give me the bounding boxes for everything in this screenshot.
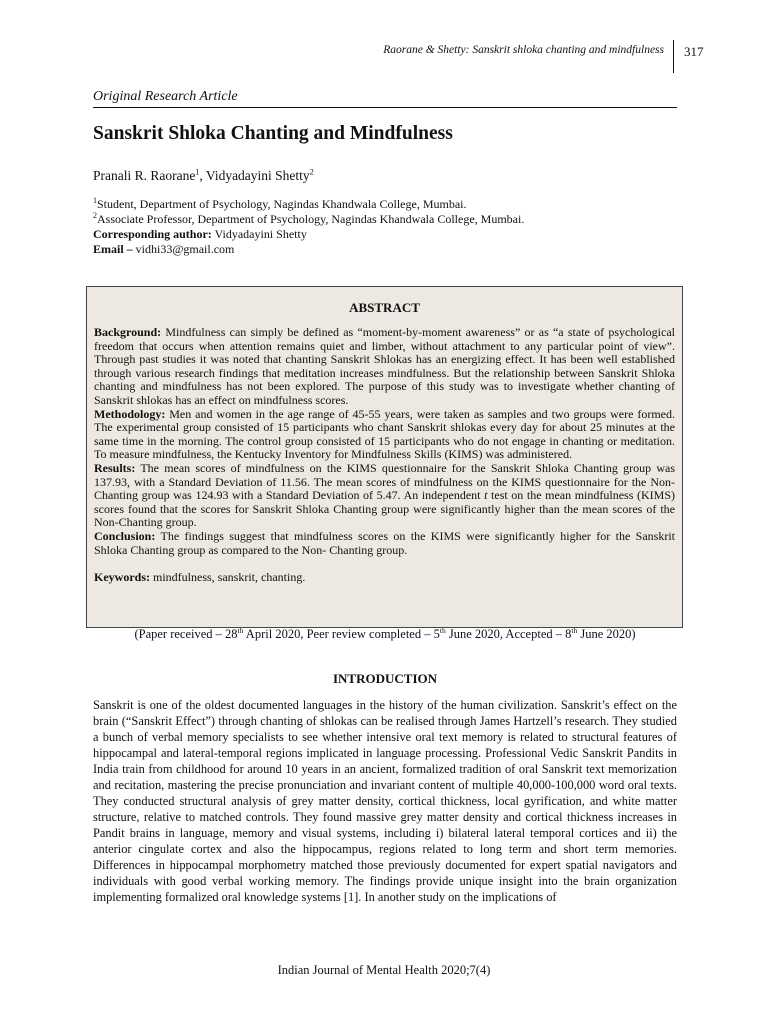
affiliation-line [93, 212, 524, 227]
t-test-symbol: t [484, 488, 488, 503]
journal-footer: Indian Journal of Mental Health 2020;7(4) [277, 963, 491, 977]
accepted-text: June 2020) [577, 627, 636, 641]
affiliation-line [93, 197, 524, 212]
email-address[interactable]: vidhi33@gmail.com [132, 242, 235, 256]
corresponding-author-name: Vidyadayini Shetty [211, 227, 307, 241]
abstract-methodology [94, 408, 675, 462]
ordinal-suffix: th [439, 625, 446, 635]
abstract-box [86, 286, 683, 628]
received-text: (Paper received – 28 [134, 627, 238, 641]
results-text: test on the mean mindfulness (KIMS) scores found that the scores for Sanskrit Shloka Chanting group were significantly higher than the mean scores of the Non-Chanting group. [94, 488, 675, 530]
methodology-label: Methodology: [94, 406, 166, 421]
corresponding-author [93, 227, 524, 242]
conclusion-label: Conclusion: [94, 528, 156, 543]
ordinal-suffix: th [237, 625, 244, 635]
header-rule [93, 107, 677, 108]
results-text: The mean scores of mindfulness on the KIMS questionnaire for the Sanskrit Shloka Chanting group was 137.93, with a Standard Deviation of 11.56. The mean scores of mindfulness on the KIMS questionnaire for the Non-Chanting group was 124.93 with a Standard Deviation of 5.47. An independent [94, 460, 675, 503]
results-label: Results: [94, 460, 136, 475]
running-header-text: Raorane & Shetty: Sanskrit shloka chanting and mindfulness [383, 44, 664, 56]
conclusion-text: The findings suggest that mindfulness scores on the KIMS were significantly higher for the Sanskrit Shloka Chanting group as compared to the Non- Chanting group. [94, 528, 675, 557]
running-header [90, 40, 680, 74]
ordinal-suffix: th [571, 625, 578, 635]
affiliation-mark: 1 [93, 196, 97, 205]
author-name: Pranali R. Raorane [93, 168, 196, 183]
abstract-conclusion [94, 530, 675, 557]
affiliation-mark: 2 [93, 211, 97, 220]
background-label: Background: [94, 325, 162, 339]
background-text: Mindfulness can simply be defined as “moment-by-moment awareness” or as “a state of psychological freedom that occurs when attention remains quiet and limber, without attachment to any particular point of view”. Through past studies it was noted that chanting Sanskrit Shlokas has an energizing effect. It has been well established through various research findings that meditation increases mindfulness. But the relationship between Sanskrit Shloka chanting and mindfulness has not been explored. The purpose of this study was to investigate whether chanting of Sanskrit shlokas has an effect on mindfulness scores. [94, 325, 675, 407]
keywords-text: mindfulness, sanskrit, chanting. [150, 570, 306, 585]
author-list: Pranali R. Raorane$^1$, Vidyadayini Shetty$^2$ [93, 167, 314, 183]
accepted-text: June 2020, Accepted – 8 [445, 627, 572, 641]
abstract-heading: ABSTRACT [349, 300, 420, 315]
email-label: Email – [93, 242, 133, 256]
affiliation-text: Associate Professor, Department of Psychology, Nagindas Khandwala College, Mumbai. [97, 212, 525, 226]
article-type: Original Research Article [93, 89, 238, 104]
affiliations [93, 197, 524, 257]
keywords [94, 570, 675, 584]
received-dates [93, 627, 677, 642]
review-text: April 2020, Peer review completed – 5 [243, 627, 440, 641]
abstract-results [94, 462, 675, 530]
author-affiliation-mark: 2 [309, 167, 314, 177]
author-name: Vidyadayini Shetty [205, 168, 310, 183]
keywords-label: Keywords: [94, 570, 150, 585]
methodology-text: Men and women in the age range of 45-55 years, were taken as samples and two groups were formed. The experimental group consisted of 15 participants who chant Sanskrit shlokas every day for about 25 minutes at the same time in the morning. The control group consisted of 15 participants who do not engage in chanting or meditation. To measure mindfulness, the Kentucky Inventory for Mindfulness Skills (KIMS) was administered. [94, 406, 675, 462]
running-header-divider [673, 40, 674, 73]
corresponding-author-label: Corresponding author: [93, 227, 212, 241]
email-line [93, 242, 524, 257]
introduction-body: Sanskrit is one of the oldest documented languages in the history of the human civilization. Sanskrit’s effect on the brain (“Sanskrit Effect”) through chanting of shlokas can be realised through James Hartzell’s research. They studied a bunch of verbal memory specialists to see whether intensive oral text memory is related to structural features of hippocampal and lateral-temporal regions implicated in language processing. Professional Vedic Sanskrit Pandits in India train from childhood for around 10 years in an ancient, formalized tradition of oral Sanskrit text memorization and recitation, mastering the precise pronunciation and invariant content of multiple 40,000-100,000 word oral texts. They conducted structural analysis of grey matter density, cortical thickness, local gyrification, and white matter structure, relative to matched controls. They found massive grey matter density and cortical thickness increases in Pandit brains in language, memory and visual systems, including i) bilateral lateral temporal cortices and ii) the anterior cingulate cortex and also the hippocampus, regions related to long term and short term memories. Differences in hippocampal morphometry matched those previously documented for expert spatial navigators and individuals with good verbal working memory. The findings provide unique insight into the brain organization implementing formalized oral knowledge systems [1]. In another study on the implications of [93, 698, 677, 904]
affiliation-text: Student, Department of Psychology, Nagindas Khandwala College, Mumbai. [97, 197, 467, 211]
page-number: 317 [684, 44, 704, 59]
abstract-background [94, 326, 675, 408]
author-affiliation-mark: 1 [195, 167, 200, 177]
introduction-heading: INTRODUCTION [332, 671, 437, 686]
article-title: Sanskrit Shloka Chanting and Mindfulness [93, 123, 453, 144]
